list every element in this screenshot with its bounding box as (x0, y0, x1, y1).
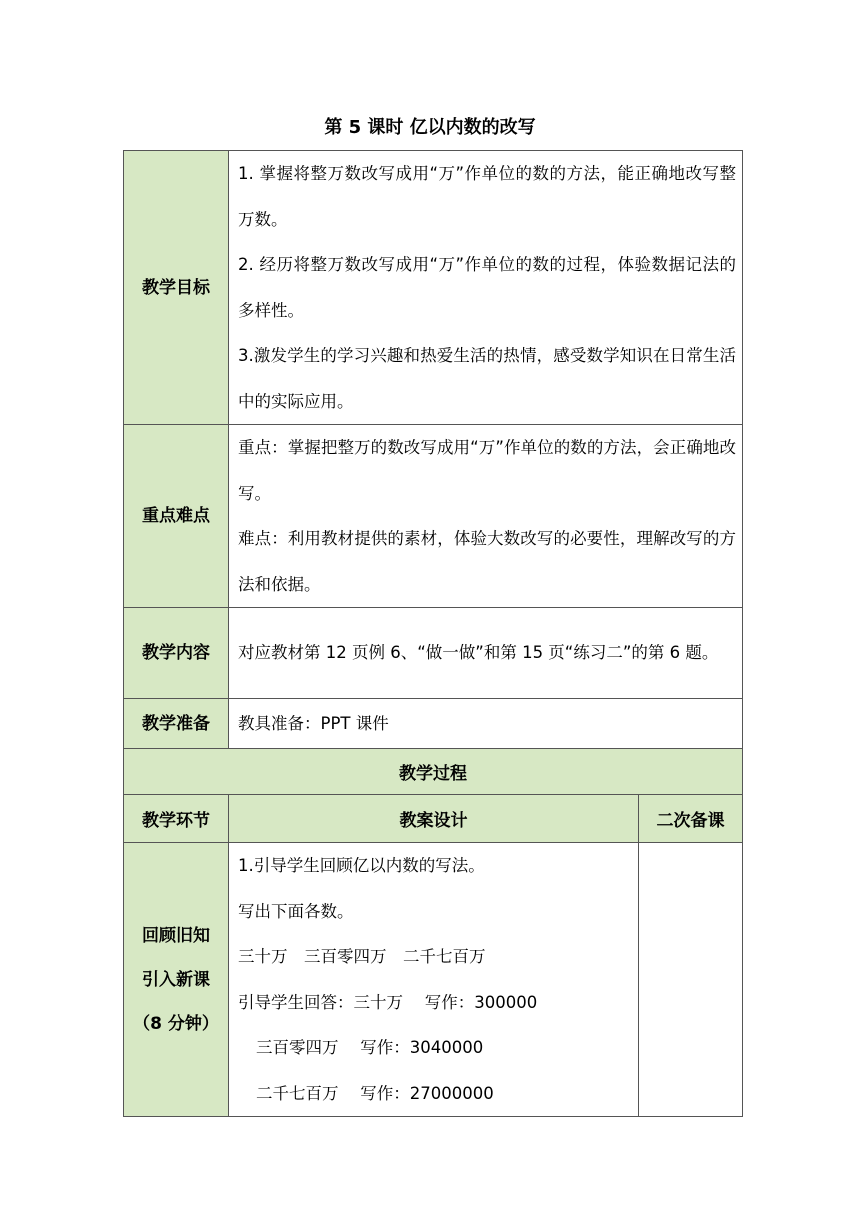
design-line: 1.引导学生回顾亿以内数的写法。 (238, 856, 485, 875)
process-header-row (124, 795, 743, 843)
header-design: 教案设计 (229, 795, 639, 843)
header-stage: 教学环节 (124, 795, 229, 843)
content-text: 对应教材第 12 页例 6、“做一做”和第 15 页“练习二”的第 6 题。 (229, 608, 743, 699)
objective-item: 3.激发学生的学习兴趣和热爱生活的热情，感受数学知识在日常生活中的实际应用。 (238, 346, 736, 411)
process-band-row (124, 749, 743, 795)
preparation-row (124, 699, 743, 749)
key-point-item: 难点：利用教材提供的素材，体验大数改写的必要性，理解改写的方法和依据。 (238, 529, 736, 594)
objectives-row (124, 151, 743, 425)
stage-label (124, 843, 229, 1117)
stage-label-line: 回顾旧知 (142, 925, 210, 946)
objectives-label: 教学目标 (124, 151, 229, 425)
objective-item: 1. 掌握将整万数改写成用“万”作单位的数的方法，能正确地改写整万数。 (238, 164, 736, 229)
design-line: 引导学生回答：三十万 写作：300000 (238, 992, 538, 1012)
stage-label-line: （8 分钟） (133, 1013, 219, 1034)
content-row (124, 608, 743, 699)
key-points-content (229, 425, 743, 608)
stage-label-line: 引入新课 (142, 969, 210, 990)
content-label: 教学内容 (124, 608, 229, 699)
design-line: 写出下面各数。 (238, 901, 354, 921)
objectives-content (229, 151, 743, 425)
header-notes: 二次备课 (639, 795, 743, 843)
process-stage-row (124, 843, 743, 1117)
preparation-text: 教具准备：PPT 课件 (229, 699, 743, 749)
preparation-label: 教学准备 (124, 699, 229, 749)
key-point-item: 重点：掌握把整万的数改写成用“万”作单位的数的方法，会正确地改写。 (238, 438, 736, 503)
lesson-plan-table (123, 150, 743, 1117)
design-line: 三十万 三百零四万 二千七百万 (238, 947, 486, 966)
stage-notes (639, 843, 743, 1117)
stage-design (229, 843, 639, 1117)
process-band-label: 教学过程 (124, 749, 743, 795)
key-points-row (124, 425, 743, 608)
design-line: 二千七百万 写作：27000000 (256, 1083, 494, 1103)
objective-item: 2. 经历将整万数改写成用“万”作单位的数的过程，体验数据记法的多样性。 (238, 255, 736, 320)
page-title: 第 5 课时 亿以内数的改写 (324, 117, 536, 138)
key-points-label: 重点难点 (124, 425, 229, 608)
design-line: 三百零四万 写作：3040000 (256, 1038, 484, 1057)
